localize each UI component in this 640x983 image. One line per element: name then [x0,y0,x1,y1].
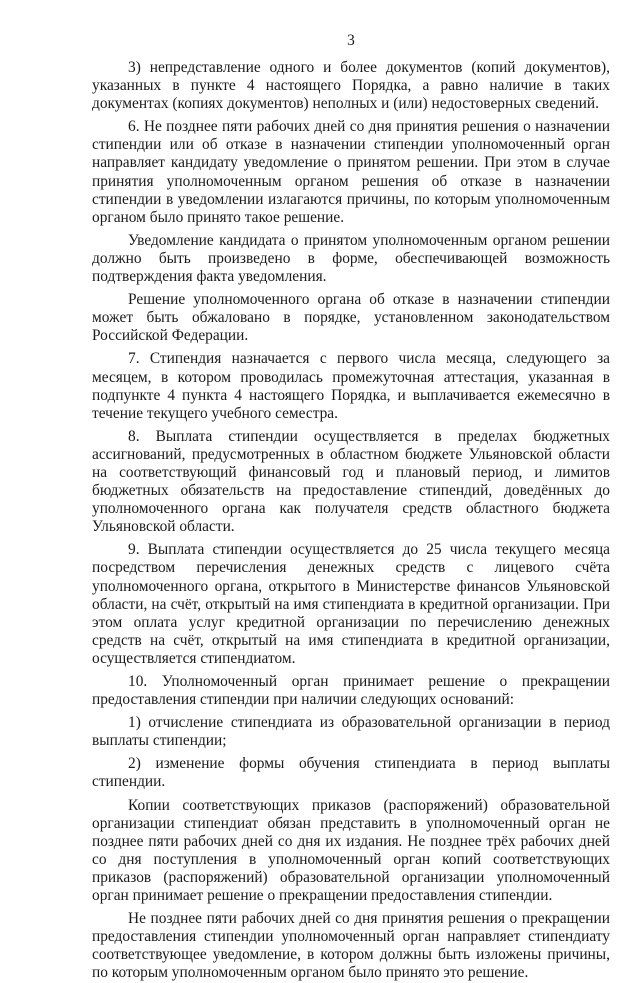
paragraph-refusal-ground-3: 3) непредставление одного и более документов (копий документов), указанных в пункте 4 настоящего Порядка, а равно наличие в таких документах (копиях документов) неполных и (или) недостоверных сведений. [92,59,610,113]
paragraph-item-7: 7. Стипендия назначается с первого числа месяца, следующего за месяцем, в котором проводилась промежуточная аттестация, указанная в подпункте 4 пункта 4 настоящего Порядка, и выплачивается ежемесячно в течение текущего учебного семестра. [92,350,610,422]
paragraph-order-copies: Копии соответствующих приказов (распоряжений) образовательной организации стипендиат обязан представить в уполномоченный орган не позднее пяти рабочих дней со дня их издания. Не позднее трёх рабочих дней со дня поступления в уполномоченный орган копий соответствующих приказов (распоряжений) образовательной организации уполномоченный орган принимает решение о прекращении предоставления стипендии. [92,796,610,905]
paragraph-termination-ground-1: 1) отчисление стипендиата из образовательной организации в период выплаты стипендии; [92,714,610,750]
paragraph-item-8: 8. Выплата стипендии осуществляется в пределах бюджетных ассигнований, предусмотренных в областном бюджете Ульяновской области на соответствующий финансовый год и плановый период, и лимитов бюджетных обязательств на предоставление стипендий, доведённых до уполномоченного органа как получателя средств областного бюджета Ульяновской области. [92,427,610,536]
paragraph-termination-ground-2: 2) изменение формы обучения стипендиата в период выплаты стипендии. [92,755,610,791]
page-number: 3 [347,32,355,49]
paragraph-item-9: 9. Выплата стипендии осуществляется до 25 числа текущего месяца посредством перечисления денежных средств с лицевого счёта уполномоченного органа, открытого в Министерстве финансов Ульяновской области, на счёт, открытый на имя стипендиата в кредитной организации. При этом оплата услуг кредитной организации по перечислению денежных средств на счёт, открытый на имя стипендиата в кредитной организации, осуществляется стипендиатом. [92,541,610,667]
paragraph-notification: Уведомление кандидата о принятом уполномоченным органом решении должно быть произведено в форме, обеспечивающей возможность подтверждения факта уведомления. [92,231,610,286]
document-page [92,32,610,983]
paragraph-item-6: 6. Не позднее пяти рабочих дней со дня принятия решения о назначении стипендии или об отказе в назначении стипендии уполномоченный орган направляет кандидату уведомление о принятом решении. При этом в случае принятия уполномоченным органом решения об отказе в назначении стипендии в уведомлении излагаются причины, по которым уполномоченным органом было принято такое решение. [92,118,610,226]
paragraph-termination-notice: Не позднее пяти рабочих дней со дня принятия решения о прекращении предоставления стипендии уполномоченный орган направляет стипендиату соответствующее уведомление, в котором должны быть изложены причины, по которым уполномоченным органом было принято это решение. [92,910,610,982]
paragraph-appeal: Решение уполномоченного органа об отказе в назначении стипендии может быть обжаловано в порядке, установленном законодательством Российской Федерации. [92,291,610,345]
paragraph-item-10: 10. Уполномоченный орган принимает решение о прекращении предоставления стипендии при наличии следующих оснований: [92,673,610,709]
